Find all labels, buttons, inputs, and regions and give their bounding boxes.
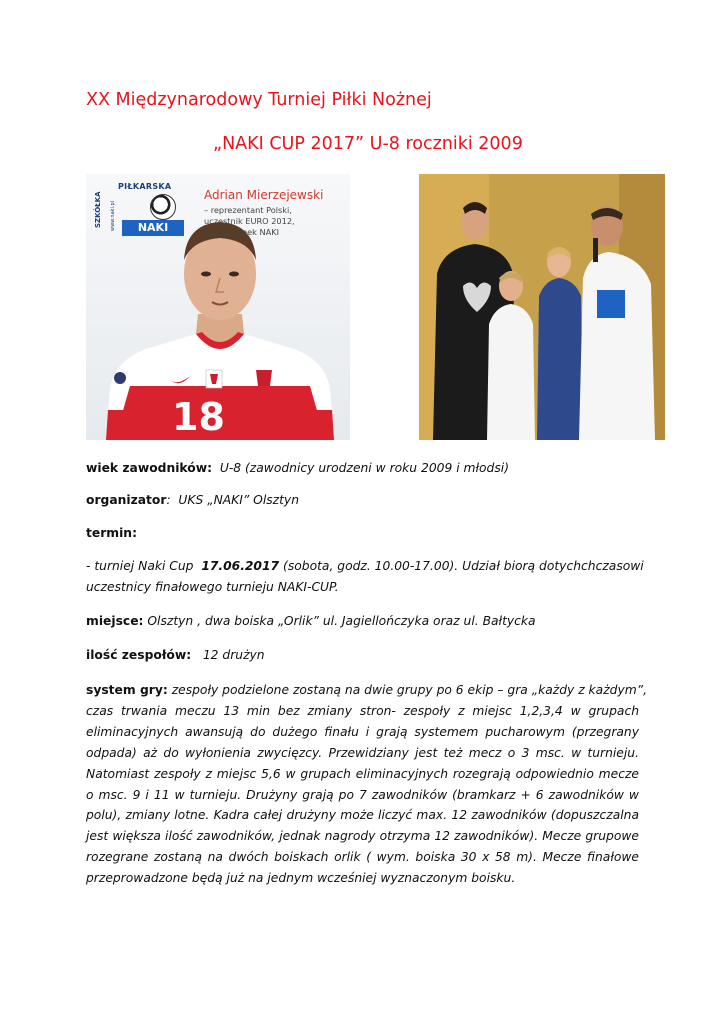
date-details: (sobota, godz. 10.00-17.00). Udział biorą dotychchczasowi	[283, 559, 644, 573]
caption-line: uczestnik EURO 2012,	[204, 216, 295, 226]
date-details-2: uczestnicy finałowego turnieju NAKI-CUP.	[86, 580, 339, 594]
system-line: odpada) aż do wyłonienia zwycięzcy. Przewidziany jest też mecz o 3 msc. w turnieju.	[86, 745, 639, 760]
football-icon	[150, 194, 176, 220]
date-label: termin:	[86, 526, 137, 540]
date-row-2	[86, 578, 339, 597]
system-line: polu), zmiany lotne. Kadra całej drużyny może liczyć max. 12 zawodników (dopuszczalna	[86, 808, 639, 823]
date-prefix: - turniej Naki Cup	[86, 559, 194, 573]
date-row	[86, 557, 644, 576]
place-label: miejsce:	[86, 614, 144, 628]
system-line: jest większa ilość zawodników, jednak nagrody otrzyma 12 zawodników). Mecze grupowe	[86, 829, 639, 844]
date-label-row	[86, 524, 137, 543]
age-label: wiek zawodników:	[86, 461, 212, 475]
system-line: o msc. 9 i 11 w turnieju. Drużyny grają po 7 zawodników (bramkarz + 6 zawodników w	[86, 787, 639, 802]
system-text: zespoły podzielone zostaną na dwie grupy po 6 ekip – gra „każdy z każdym”,	[171, 683, 648, 697]
club-logo	[94, 180, 188, 240]
svg-text:18: 18	[172, 395, 225, 439]
place-row	[86, 612, 536, 631]
teams-label: ilość zespołów:	[86, 648, 192, 662]
club-logo-school-text: SZKÓŁKA	[94, 191, 102, 229]
title-line-1: XX Międzynarodowy Turniej Piłki Nożnej	[86, 90, 432, 110]
group-photo	[419, 174, 665, 440]
title-line-2: „NAKI CUP 2017” U-8 roczniki 2009	[213, 134, 523, 154]
age-row	[86, 459, 509, 478]
organizer-label: organizator	[86, 493, 167, 507]
group-illustration	[419, 174, 665, 440]
system-line: przeprowadzone będą już na jednym wcześniej wyznaczonym boisku.	[86, 871, 516, 886]
system-paragraph	[86, 680, 648, 889]
caption-player-name: Adrian Mierzejewski	[204, 188, 324, 202]
date-value: 17.06.2017	[201, 559, 280, 573]
caption-line: – reprezentant Polski,	[204, 205, 292, 215]
organizer-row	[86, 491, 299, 510]
place-value: Olsztyn , dwa boiska „Orlik” ul. Jagiellończyka oraz ul. Bałtycka	[147, 614, 536, 628]
system-line-1	[86, 680, 648, 701]
age-value: U-8 (zawodnicy urodzeni w roku 2009 i młodsi)	[219, 461, 509, 475]
system-line: Natomiast zespoły z miejsc 5,6 w grupach eliminacyjnych rozegrają odpowiednio mecze	[86, 766, 639, 781]
system-line: eliminacyjnych awansują do dużego finału i grają systemem pucharowym (przegrany	[86, 724, 639, 739]
system-line: czas trwania meczu 13 min bez zmiany stron- zespoły z miejsc 1,2,3,4 w grupach	[86, 703, 639, 718]
player-photo	[86, 174, 350, 440]
teams-value: 12 drużyn	[202, 648, 265, 662]
teams-row	[86, 646, 265, 665]
club-logo-url: www.naki.pl	[110, 200, 116, 232]
club-logo-top-text: PIŁKARSKA	[118, 182, 172, 191]
caption-line: wychowanek NAKI	[204, 227, 280, 237]
system-line: rozegrane zostaną na dwóch boiskach orlik ( wym. boiska 30 x 58 m). Mecze finałowe	[86, 850, 639, 865]
organizer-value: UKS „NAKI” Olsztyn	[178, 493, 300, 507]
system-label: system gry:	[86, 683, 168, 697]
organizer-separator: :	[166, 493, 171, 507]
club-logo-name: NAKI	[122, 220, 184, 236]
